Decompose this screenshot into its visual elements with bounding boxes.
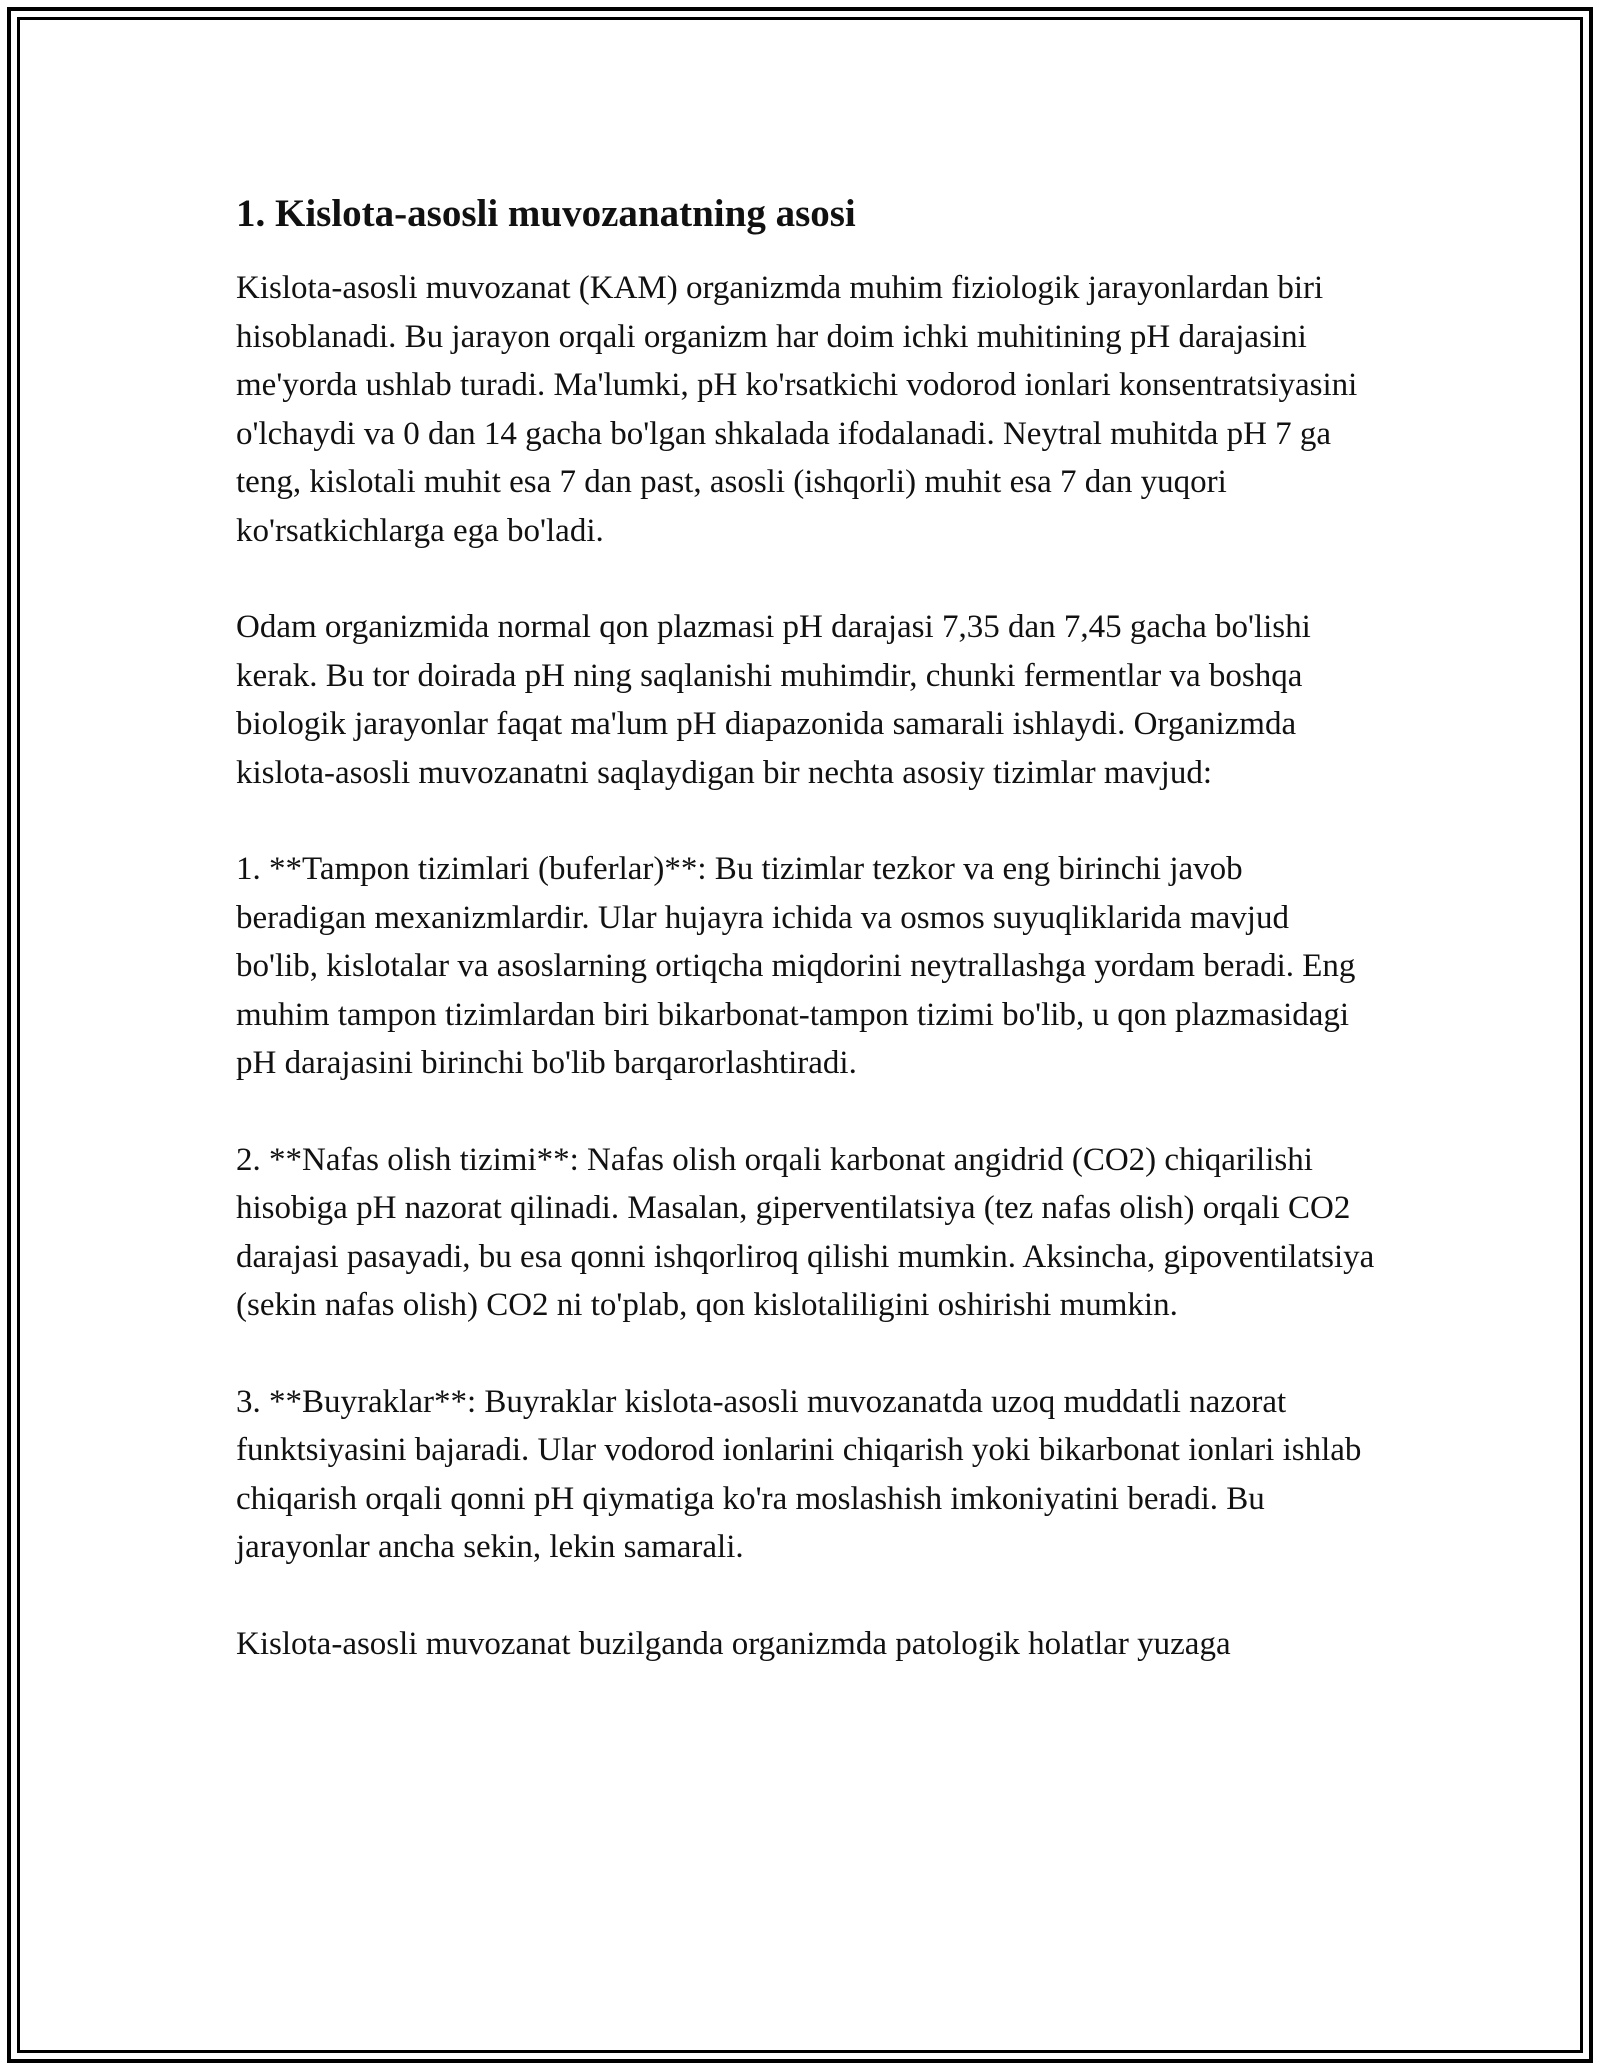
- section-heading: 1. Kislota-asosli muvozanatning asosi: [236, 192, 856, 235]
- list-item-buffer-systems: 1. **Tampon tizimlari (buferlar)**: Bu tizimlar tezkor va eng birinchi javob beradigan mexanizmlardir. Ular hujayra ichida va osmos suyuqliklarida mavjud bo'lib, kislotalar va asoslarning ortiqcha miqdorini neytrallashga yordam beradi. Eng muhim tampon tizimlardan biri bikarbonat-tampon tizimi bo'lib, u qon plazmasidagi pH darajasini birinchi bo'lib barqarorlashtiradi.: [236, 851, 1356, 1081]
- list-item-kidneys: 3. **Buyraklar**: Buyraklar kislota-asosli muvozanatda uzoq muddatli nazorat funktsiyasini bajaradi. Ular vodorod ionlarini chiqarish yoki bikarbonat ionlari ishlab chiqarish orqali qonni pH qiymatiga ko'ra moslashish imkoniyatini beradi. Bu jarayonlar ancha sekin, lekin samarali.: [236, 1383, 1362, 1565]
- document-body: [236, 186, 1376, 1668]
- list-item-respiratory-system: 2. **Nafas olish tizimi**: Nafas olish orqali karbonat angidrid (CO2) chiqarilishi hisobiga pH nazorat qilinadi. Masalan, giperventilatsiya (tez nafas olish) orqali CO2 darajasi pasayadi, bu esa qonni ishqorliroq qilishi mumkin. Aksincha, gipoventilatsiya (sekin nafas olish) CO2 ni to'plab, qon kislotaliligini oshirishi mumkin.: [236, 1141, 1375, 1323]
- paragraph-intro: Kislota-asosli muvozanat (KAM) organizmda muhim fiziologik jarayonlardan biri hisoblanadi. Bu jarayon orqali organizm har doim ichki muhitining pH darajasini me'yorda ushlab turadi. Ma'lumki, pH ko'rsatkichi vodorod ionlari konsentratsiyasini o'lchaydi va 0 dan 14 gacha bo'lgan shkalada ifodalanadi. Neytral muhitda pH 7 ga teng, kislotali muhit esa 7 dan past, asosli (ishqorli) muhit esa 7 dan yuqori ko'rsatkichlarga ega bo'ladi.: [236, 270, 1358, 549]
- paragraph-normal-ph: Odam organizmida normal qon plazmasi pH darajasi 7,35 dan 7,45 gacha bo'lishi kerak. Bu tor doirada pH ning saqlanishi muhimdir, chunki fermentlar va boshqa biologik jarayonlar faqat ma'lum pH diapazonida samarali ishlaydi. Organizmda kislota-asosli muvozanatni saqlaydigan bir nechta asosiy tizimlar mavjud:: [236, 609, 1311, 791]
- paragraph-imbalance: Kislota-asosli muvozanat buzilganda organizmda patologik holatlar yuzaga: [236, 1625, 1231, 1662]
